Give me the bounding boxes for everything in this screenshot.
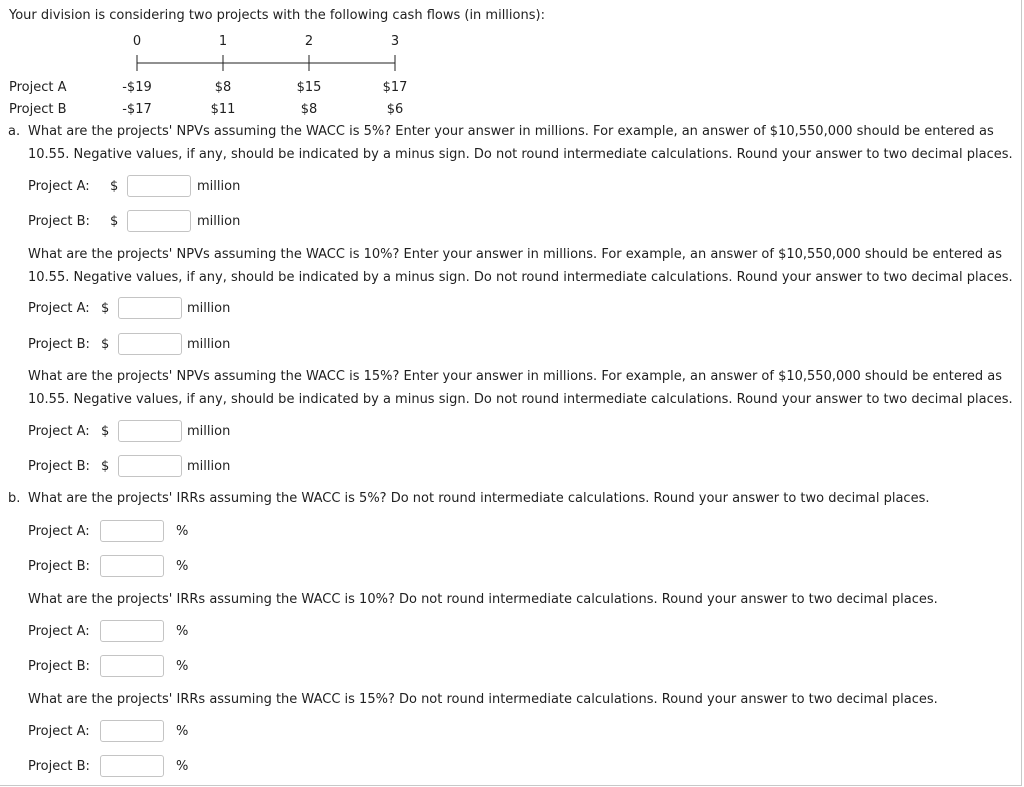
irr5-project-b-unit: % bbox=[176, 559, 189, 574]
npv-question-wacc-15: What are the projects' NPVs assuming the WACC is 15%? Enter your answer in millions. For example, an answer of $10,550,000 should be entered as 10.55. Negative values, if any, should be indicated by a minus sign. Do not round intermediate calculations. Round your answer to two decimal places. bbox=[28, 369, 1013, 407]
part-a-label: a. bbox=[8, 124, 21, 139]
npv10-project-a-currency: $ bbox=[101, 301, 110, 316]
irr10-project-a-unit: % bbox=[176, 624, 189, 639]
irr-question-wacc-15: What are the projects' IRRs assuming the WACC is 15%? Do not round intermediate calculations. Round your answer to two decimal places. bbox=[28, 692, 938, 707]
irr10-project-a-label: Project A: bbox=[28, 624, 90, 639]
npv-question-wacc-10: What are the projects' NPVs assuming the WACC is 10%? Enter your answer in millions. For example, an answer of $10,550,000 should be entered as 10.55. Negative values, if any, should be indicated by a minus sign. Do not round intermediate calculations. Round your answer to two decimal places. bbox=[28, 247, 1013, 285]
npv10-project-a-unit: million bbox=[187, 301, 231, 316]
irr15-project-b-label: Project B: bbox=[28, 759, 90, 774]
project-a-cf-0: -$19 bbox=[122, 80, 152, 95]
npv10-project-b-currency: $ bbox=[101, 337, 110, 352]
period-label-1: 1 bbox=[218, 34, 228, 49]
npv10-project-b-unit: million bbox=[187, 337, 231, 352]
irr5-project-a-unit: % bbox=[176, 524, 189, 539]
npv15-project-b-input[interactable] bbox=[118, 455, 182, 477]
irr15-project-a-label: Project A: bbox=[28, 724, 90, 739]
npv5-project-a-input[interactable] bbox=[127, 175, 191, 197]
project-a-row-label: Project A bbox=[9, 80, 67, 95]
irr5-project-b-input[interactable] bbox=[100, 555, 164, 577]
irr-question-wacc-5: What are the projects' IRRs assuming the WACC is 5%? Do not round intermediate calculations. Round your answer to two decimal places. bbox=[28, 491, 930, 506]
part-b-label: b. bbox=[8, 491, 21, 506]
project-a-cf-1: $8 bbox=[214, 80, 232, 95]
npv10-project-b-label: Project B: bbox=[28, 337, 90, 352]
npv15-project-b-label: Project B: bbox=[28, 459, 90, 474]
project-a-cf-2: $15 bbox=[296, 80, 322, 95]
npv5-project-b-currency: $ bbox=[110, 214, 119, 229]
irr10-project-b-label: Project B: bbox=[28, 659, 90, 674]
project-b-cf-2: $8 bbox=[300, 102, 318, 117]
project-b-cf-0: -$17 bbox=[122, 102, 152, 117]
irr5-project-a-label: Project A: bbox=[28, 524, 90, 539]
npv5-project-b-label: Project B: bbox=[28, 214, 90, 229]
project-a-cf-3: $17 bbox=[382, 80, 408, 95]
irr15-project-a-input[interactable] bbox=[100, 720, 164, 742]
npv10-project-a-input[interactable] bbox=[118, 297, 182, 319]
npv5-project-a-unit: million bbox=[197, 179, 241, 194]
period-label-3: 3 bbox=[390, 34, 400, 49]
cash-flow-timeline bbox=[130, 52, 410, 76]
npv15-project-a-label: Project A: bbox=[28, 424, 90, 439]
npv5-project-b-unit: million bbox=[197, 214, 241, 229]
irr10-project-b-unit: % bbox=[176, 659, 189, 674]
project-b-row-label: Project B bbox=[9, 102, 67, 117]
irr10-project-b-input[interactable] bbox=[100, 655, 164, 677]
npv5-project-a-currency: $ bbox=[110, 179, 119, 194]
irr10-project-a-input[interactable] bbox=[100, 620, 164, 642]
npv15-project-a-currency: $ bbox=[101, 424, 110, 439]
npv15-project-a-unit: million bbox=[187, 424, 231, 439]
npv15-project-b-currency: $ bbox=[101, 459, 110, 474]
intro-text: Your division is considering two projects with the following cash flows (in millions): bbox=[9, 8, 545, 23]
irr-question-wacc-10: What are the projects' IRRs assuming the WACC is 10%? Do not round intermediate calculations. Round your answer to two decimal places. bbox=[28, 592, 938, 607]
npv15-project-a-input[interactable] bbox=[118, 420, 182, 442]
irr5-project-b-label: Project B: bbox=[28, 559, 90, 574]
npv15-project-b-unit: million bbox=[187, 459, 231, 474]
irr15-project-a-unit: % bbox=[176, 724, 189, 739]
npv10-project-a-label: Project A: bbox=[28, 301, 90, 316]
irr5-project-a-input[interactable] bbox=[100, 520, 164, 542]
irr15-project-b-input[interactable] bbox=[100, 755, 164, 777]
npv5-project-b-input[interactable] bbox=[127, 210, 191, 232]
period-label-0: 0 bbox=[132, 34, 142, 49]
period-label-2: 2 bbox=[304, 34, 314, 49]
irr15-project-b-unit: % bbox=[176, 759, 189, 774]
project-b-cf-3: $6 bbox=[386, 102, 404, 117]
npv10-project-b-input[interactable] bbox=[118, 333, 182, 355]
npv5-project-a-label: Project A: bbox=[28, 179, 90, 194]
project-b-cf-1: $11 bbox=[210, 102, 236, 117]
npv-question-wacc-5: What are the projects' NPVs assuming the WACC is 5%? Enter your answer in millions. For example, an answer of $10,550,000 should be entered as 10.55. Negative values, if any, should be indicated by a minus sign. Do not round intermediate calculations. Round your answer to two decimal places. bbox=[28, 124, 1013, 162]
